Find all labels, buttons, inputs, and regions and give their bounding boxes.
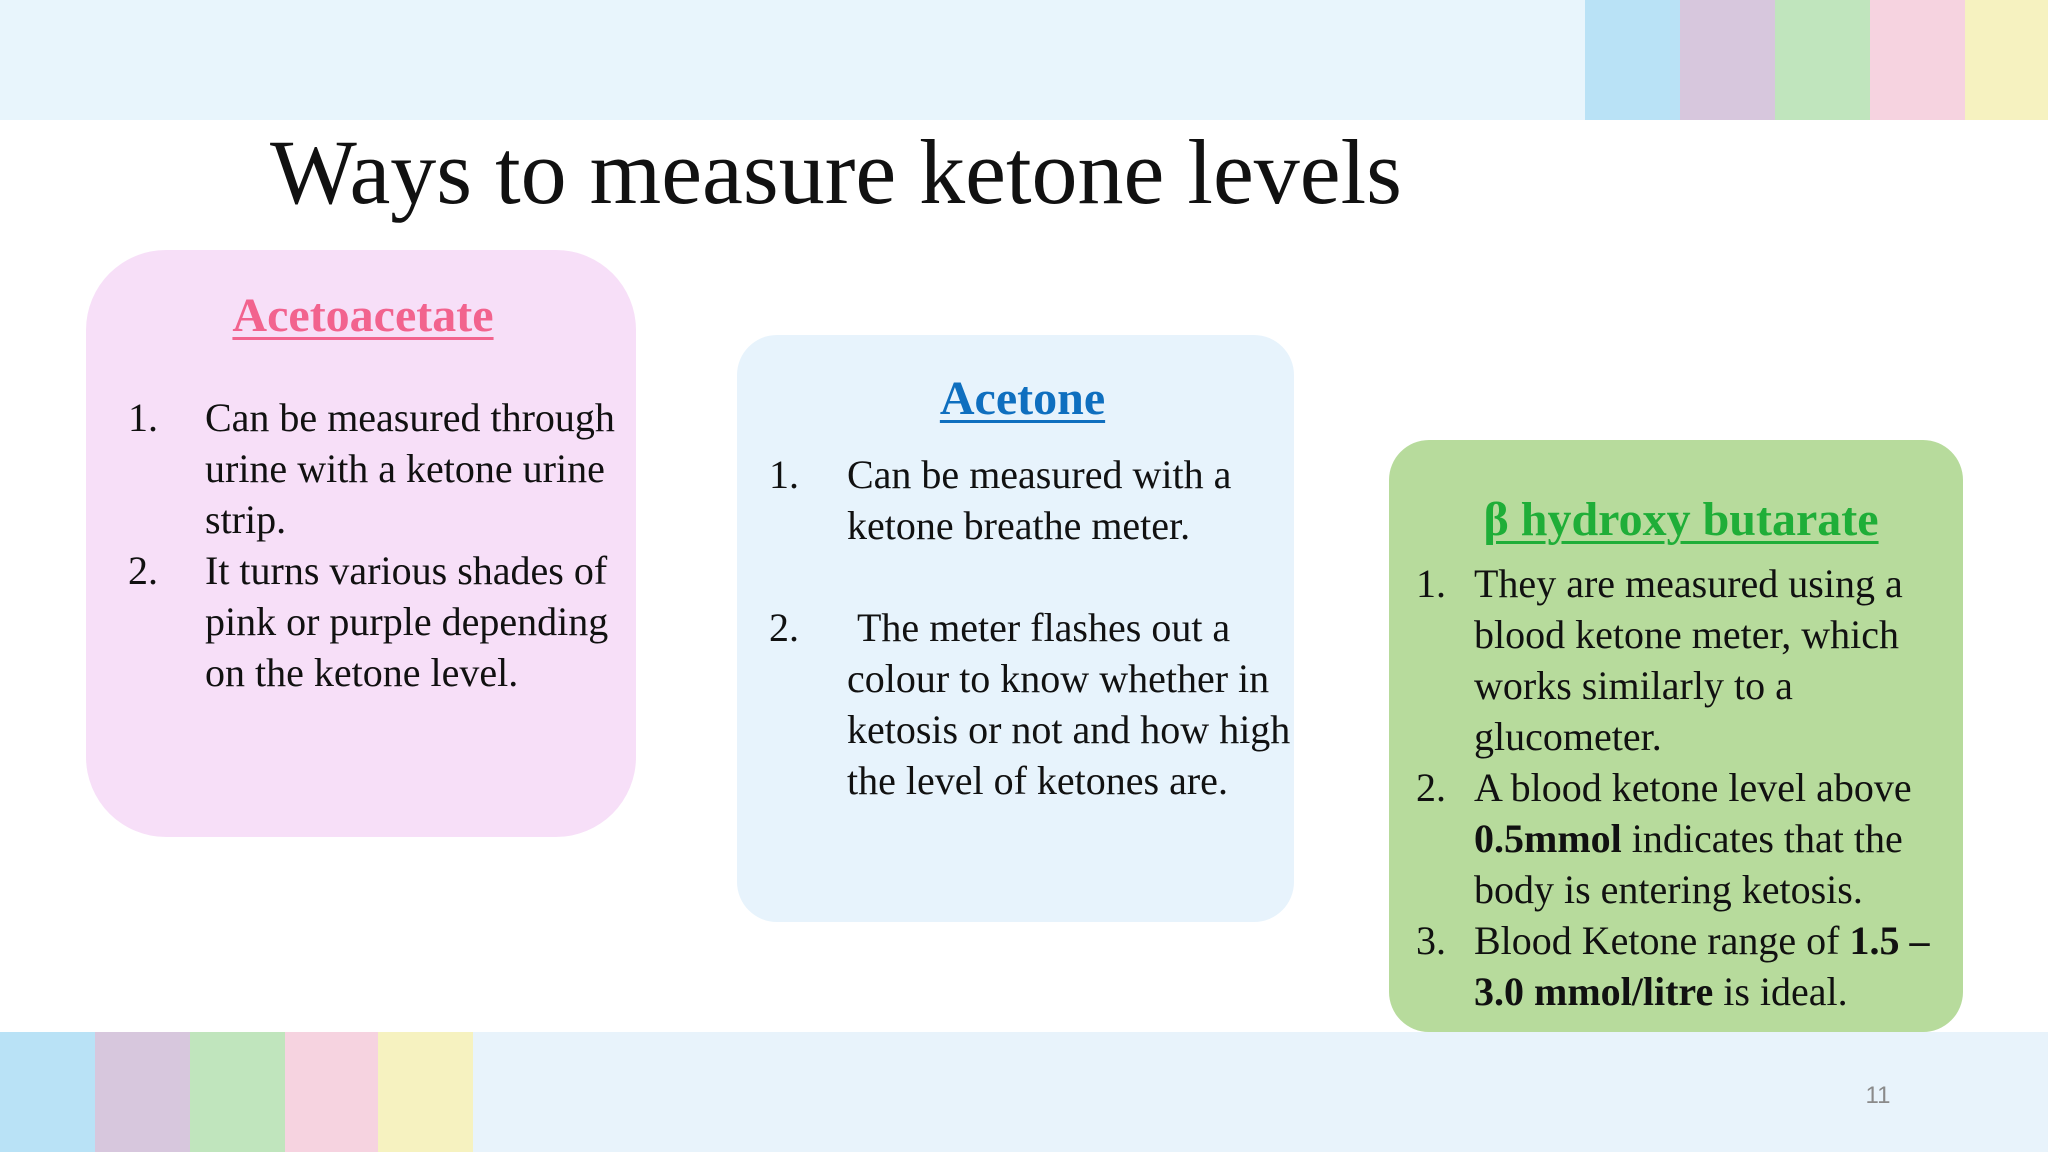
swatch-pink [1870,0,1965,120]
bhb-list [1416,558,1963,1017]
list-item [769,449,1294,551]
list-item [1416,762,1963,915]
swatch-green [1775,0,1870,120]
bold-value: 1.5 – 3.0 mmol/litre [1474,918,1930,1014]
list-number: 2. [769,605,799,650]
swatch-blue [0,1032,95,1152]
acetoacetate-heading: Acetoacetate [232,289,494,342]
swatch-yellow [1965,0,2048,120]
slide-title: Ways to measure ketone levels [270,121,1402,223]
swatch-pink [285,1032,380,1152]
swatch-mauve [1680,0,1775,120]
bold-value: 0.5mmol [1474,816,1622,861]
list-text: The meter flashes out a colour to know whether in ketosis or not and how high the level of ketones are. [847,605,1301,803]
list-item [1416,558,1963,762]
page-number: 11 [1865,1082,1891,1109]
acetone-card [737,335,1301,922]
list-number: 2. [1416,765,1446,810]
list-item [769,602,1301,806]
acetone-heading: Acetone [939,372,1106,425]
list-text [1474,915,1963,1017]
list-number: 1. [128,395,158,440]
list-number: 1. [1416,561,1446,606]
list-text: It turns various shades of pink or purple depending on the ketone level. [205,548,609,695]
swatch-blue [1585,0,1680,120]
swatch-mauve [95,1032,190,1152]
text-segment: is ideal. [1713,969,1848,1014]
acetoacetate-list [128,392,636,698]
swatch-yellow [378,1032,473,1152]
list-number: 3. [1416,918,1446,963]
text-segment: Blood Ketone range of [1474,918,1850,963]
list-item [128,392,636,545]
list-number: 2. [128,548,158,593]
beta-hydroxy-butarate-card [1389,440,1963,1032]
top-decorative-band [0,0,2048,120]
list-text: They are measured using a blood ketone meter, which works similarly to a glucometer. [1474,561,1903,759]
swatch-green [190,1032,285,1152]
list-text: Can be measured through urine with a ketone urine strip. [205,395,615,542]
list-text [1474,762,1963,915]
list-item [1416,915,1963,1017]
text-segment: A blood ketone level above [1474,765,1912,810]
list-text: Can be measured with a ketone breathe meter. [847,452,1232,548]
list-number: 1. [769,452,799,497]
acetone-list [769,449,1301,806]
list-item [128,545,636,698]
bottom-decorative-band [0,1032,2048,1152]
bhb-heading: β hydroxy butarate [1483,493,1879,546]
acetoacetate-card [86,250,636,837]
text-segment: indicates that the body is entering ketosis. [1474,816,1903,912]
